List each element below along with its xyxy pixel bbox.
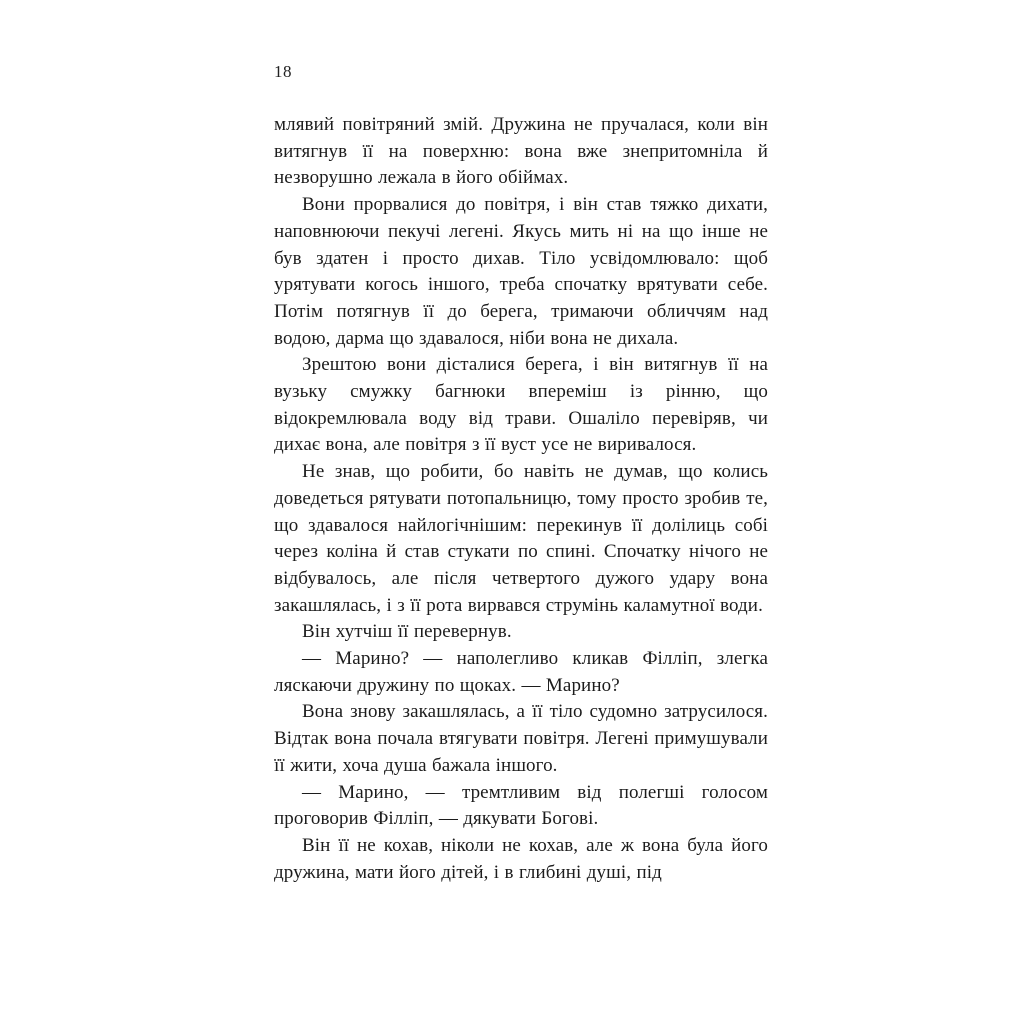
paragraph: — Марино, — тремтливим від полегші голосом проговорив Філліп, — дякувати Богові. (274, 781, 768, 830)
paragraph: Зрештою вони дісталися берега, і він витягнув її на вузьку смужку багнюки впереміш із рінню, що відокремлювала воду від трави. Ошаліло перевіряв, чи дихає вона, але повітря з її вуст усе не виривалося. (274, 354, 768, 456)
paragraph: Вона знову закашлялась, а її тіло судомно затрусилося. Відтак вона почала втягувати повітря. Легені примушували її жити, хоча душа бажала іншого. (274, 701, 768, 776)
page-number: 18 (274, 62, 292, 81)
paragraph: Він її не кохав, ніколи не кохав, але ж вона була його дружина, мати його дітей, і в глибині душі, під (274, 834, 768, 883)
paragraph: — Марино? — наполегливо кликав Філліп, злегка ляскаючи дружину по щоках. — Марино? (274, 648, 768, 696)
body-text (274, 112, 768, 886)
paragraph: Не знав, що робити, бо навіть не думав, що колись доведеться рятувати потопальницю, тому просто зробив те, що здавалося найлогічнішим: перекинув її долілиць собі через коліна й став стукати по спині. Спочатку нічого не відбувалось, але після четвертого дужого удару вона закашлялась, і з її рота вирвався струмінь каламутної води. (274, 461, 768, 616)
paragraph: Він хутчіш її перевернув. (302, 621, 512, 643)
paragraph: Вони прорвалися до повітря, і він став тяжко дихати, наповнюючи пекучі легені. Якусь мить ні на що інше не був здатен і просто дихав. Тіло усвідомлювало: щоб урятувати когось іншого, треба спочатку врятувати себе. Потім потягнув її до берега, тримаючи обличчям над водою, дарма що здавалося, ніби вона не дихала. (274, 194, 768, 349)
paragraph: млявий повітряний змій. Дружина не пручалася, коли він витягнув її на поверхню: вона вже знепритомніла й незворушно лежала в його обіймах. (274, 114, 768, 189)
